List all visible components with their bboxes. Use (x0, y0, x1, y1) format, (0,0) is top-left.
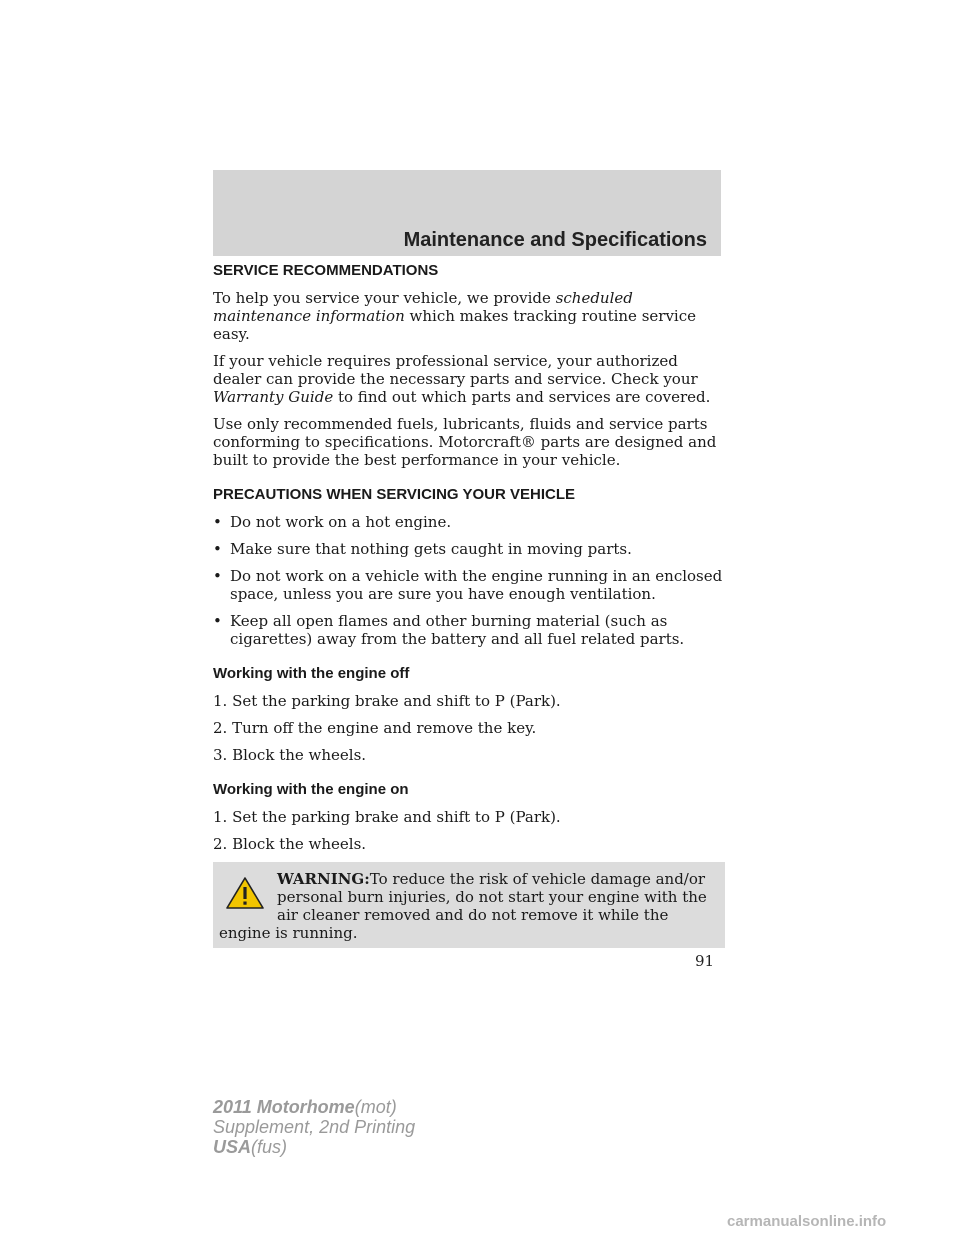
watermark: carmanualsonline.info (727, 1213, 887, 1230)
list-item (213, 513, 725, 531)
engine-off-step: 1. Set the parking brake and shift to P (Park). (213, 692, 561, 710)
engine-off-heading: Working with the engine off (213, 665, 410, 682)
service-paragraph-2 (213, 352, 725, 406)
engine-on-heading: Working with the engine on (213, 781, 409, 798)
footer-line (213, 1137, 415, 1157)
text-run: to find out which parts and services are covered. (337, 388, 711, 406)
list-item (213, 612, 725, 648)
list-item-text: Do not work on a vehicle with the engine running in an enclosed space, unless you are sure you have enough ventilation. (230, 567, 723, 603)
engine-off-step: 2. Turn off the engine and remove the key. (213, 719, 537, 737)
warranty-guide-term: Warranty Guide (213, 388, 334, 406)
warning-triangle-icon (225, 876, 265, 910)
bullet-icon: • (213, 612, 222, 630)
text-run: which makes tracking routine service easy. (213, 307, 696, 343)
list-item-text: Do not work on a hot engine. (230, 513, 452, 531)
footer-region: USA (213, 1137, 252, 1157)
precautions-list (213, 513, 725, 648)
warning-label: WARNING: (277, 870, 370, 888)
page-content (213, 262, 725, 948)
footer-line: Supplement, 2nd Printing (213, 1117, 416, 1137)
warning-box (213, 862, 725, 948)
service-heading: SERVICE RECOMMENDATIONS (213, 262, 439, 279)
footer-code: (mot) (354, 1097, 397, 1117)
service-paragraph-3: Use only recommended fuels, lubricants, fluids and service parts conforming to specifications. Motorcraft® parts are designed and built to provide the best performance in your vehicle. (213, 415, 717, 469)
document-footer (213, 1097, 415, 1157)
service-paragraph-1 (213, 289, 725, 343)
bullet-icon: • (213, 567, 222, 585)
footer-line (213, 1097, 415, 1117)
footer-code: (fus) (251, 1137, 288, 1157)
list-item (213, 567, 725, 603)
section-title: Maintenance and Specifications (403, 229, 707, 251)
bullet-icon: • (213, 513, 222, 531)
bullet-icon: • (213, 540, 222, 558)
precautions-heading: PRECAUTIONS WHEN SERVICING YOUR VEHICLE (213, 486, 575, 503)
list-item-text: Keep all open flames and other burning material (such as cigarettes) away from the battery and all fuel related parts. (230, 612, 685, 648)
text-run: To help you service your vehicle, we provide (213, 289, 551, 307)
section-header-band (213, 170, 721, 256)
warning-text: To reduce the risk of vehicle damage and/or personal burn injuries, do not start your engine with the air cleaner removed and do not remove it while the engine is running. (219, 870, 707, 942)
text-run: If your vehicle requires professional service, your authorized dealer can provide the necessary parts and service. Check your (213, 352, 698, 388)
engine-off-step: 3. Block the wheels. (213, 746, 367, 764)
list-item-text: Make sure that nothing gets caught in moving parts. (230, 540, 632, 558)
emphasis-term: scheduled maintenance information (213, 289, 633, 325)
page-number: 91 (695, 952, 715, 970)
list-item (213, 540, 725, 558)
engine-on-step: 2. Block the wheels. (213, 835, 367, 853)
footer-model: 2011 Motorhome (213, 1097, 355, 1117)
engine-on-step: 1. Set the parking brake and shift to P (Park). (213, 808, 561, 826)
